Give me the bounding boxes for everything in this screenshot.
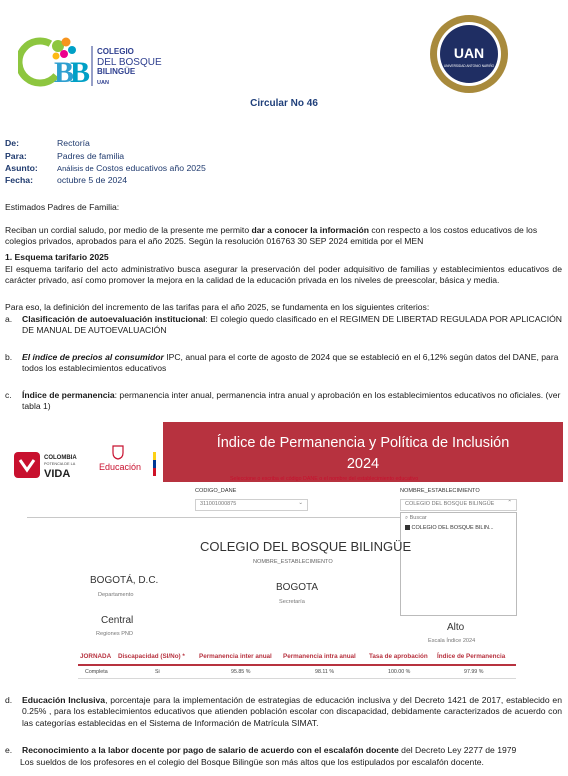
meta-date: Fecha: octubre 5 de 2024	[5, 175, 128, 185]
education-label: Educación	[99, 462, 142, 472]
dropdown-option[interactable]: COLEGIO DEL BOSQUE BILIN...	[405, 525, 512, 532]
nombre-select[interactable]: COLEGIO DEL BOSQUE BILINGÜE ⌃	[400, 499, 517, 511]
col-indice: Índice de Permanencia	[437, 653, 506, 660]
chevron-up-icon: ⌃	[507, 500, 512, 506]
school-caption: NOMBRE_ESTABLECIMIENTO	[253, 559, 333, 565]
item-e-line2: Los sueldos de los profesores en el colegio del Bosque Bilingüe son más altos que los estipulados por escalafón docente.	[20, 757, 484, 767]
svg-text:COLEGIO: COLEGIO	[97, 47, 134, 56]
instruction-text: Seleccione o escriba el código DANE o el nombre del establecimiento educativo	[230, 476, 419, 482]
nombre-label: NOMBRE_ESTABLECIMIENTO	[400, 488, 480, 494]
svg-text:COLOMBIA: COLOMBIA	[44, 455, 77, 461]
svg-text:DEL BOSQUE: DEL BOSQUE	[97, 57, 162, 68]
escala-value: Alto	[447, 622, 465, 633]
item-d-letter: d.	[5, 695, 13, 705]
intro-paragraph: Reciban un cordial saludo, por medio de la presente me permito dar a conocer la información con respecto a los costos educativos de los colegios privados, aprobados para el año 2025. Según la resolución 016763 30 SEP 2024 emitida por el MEN	[5, 225, 538, 247]
meta-to: Para: Padres de familia	[5, 151, 125, 161]
section1-text: El esquema tarifario del acto administrativo busca asegurar la preservación del poder adquisitivo de familias y establecimientos educativos de carácter privado, así como promover la mejora en la calidad de la educación privada en los niveles de preescolar, básica y media.	[5, 264, 562, 286]
table-row-rule	[78, 678, 516, 679]
svg-text:B: B	[70, 56, 91, 89]
item-a: Clasificación de autoevaluación institucional: El colegio quedo clasificado en el REGIMEN DE LIBERTAD REGULADA POR APLICACIÓN DE MANUAL DE AUTOEVALUACIÓN	[22, 314, 562, 336]
cell-discapacidad: Si	[155, 669, 160, 675]
item-b: El índice de precios al consumidor IPC, anual para el corte de agosto de 2024 que se estableció en el 6,12% según datos del DANE, para todos los establecimientos educativos	[22, 352, 559, 374]
cell-inter-anual: 95.85 %	[231, 669, 251, 675]
col-inter-anual: Permanencia inter anual	[199, 653, 272, 660]
dropdown-search[interactable]: ⌕ Buscar	[405, 515, 427, 521]
secretaria-value: BOGOTA	[276, 582, 319, 593]
section1-heading: 1. Esquema tarifario 2025	[5, 252, 109, 262]
flag-stripe	[153, 452, 156, 476]
col-aprobacion: Tasa de aprobación	[369, 653, 428, 660]
criteria-intro: Para eso, la definición del incremento de las tarifas para el año 2025, se fundamenta en los siguientes criterios:	[5, 302, 430, 312]
svg-text:UAN: UAN	[97, 80, 109, 86]
col-jornada: JORNADA	[80, 653, 112, 660]
codigo-dane-label: CODIGO_DANE	[195, 488, 237, 494]
greeting: Estimados Padres de Familia:	[5, 202, 120, 212]
item-d: Educación Inclusiva, porcentaje para la implementación de estrategias de educación inclusiva y del Decreto 1421 de 2017, establecido en 0.25% , para los establecimientos educativos que atienden población escolar con discapacidad, debidamente caracterizados de acuerdo con las categorías establecidas en el Sistema de Información de Matrícula SIMAT.	[22, 695, 562, 728]
depto-caption: Departamento	[98, 592, 134, 598]
svg-text:BILINGÜE: BILINGÜE	[97, 67, 136, 76]
cell-aprobacion: 100.00 %	[388, 669, 411, 675]
banner-title: Índice de Permanencia y Política de Inclusión	[216, 435, 510, 451]
svg-text:B: B	[54, 56, 75, 89]
region-caption: Regiones PND	[96, 631, 133, 637]
item-a-letter: a.	[5, 314, 13, 324]
checkbox-icon	[405, 525, 410, 530]
search-icon: ⌕	[405, 515, 409, 521]
chevron-down-icon: ⌄	[298, 500, 303, 506]
item-b-letter: b.	[5, 352, 13, 362]
col-intra-anual: Permanencia intra anual	[283, 653, 356, 660]
meta-subject: Asunto: Análisis de Costos educativos año 2025	[5, 163, 206, 173]
colombia-potencia-logo	[14, 450, 92, 480]
cell-jornada: Completa	[85, 669, 108, 675]
item-e-letter: e.	[5, 745, 13, 755]
colegio-del-bosque-logo	[18, 32, 178, 92]
permanencia-dashboard	[5, 418, 563, 685]
table-header-rule	[78, 664, 516, 666]
dashboard-banner	[163, 422, 563, 482]
svg-text:UNIVERSIDAD ANTONIO NARIÑO: UNIVERSIDAD ANTONIO NARIÑO	[443, 64, 495, 68]
svg-text:UAN: UAN	[453, 45, 485, 61]
item-c: Índice de permanencia: permanencia inter anual, permanencia intra anual y aprobación en los establecimientos educativos no oficiales. (ver tabla 1)	[22, 390, 561, 412]
school-name: COLEGIO DEL BOSQUE BILINGÜE	[200, 539, 412, 554]
svg-text:VIDA: VIDA	[44, 468, 71, 480]
item-e: Reconocimiento a la labor docente por pago de salario de acuerdo con el escalafón docente del Decreto Ley 2277 de 1979	[22, 745, 517, 755]
depto-value: BOGOTÁ, D.C.	[90, 575, 159, 586]
codigo-dane-select[interactable]: 311001000875 ⌄	[195, 499, 308, 511]
region-value: Central	[101, 615, 134, 626]
banner-year: 2024	[346, 456, 380, 472]
item-c-letter: c.	[5, 390, 12, 400]
escala-caption: Escala Índice 2024	[428, 638, 476, 644]
cell-intra-anual: 98.11 %	[315, 669, 335, 675]
meta-from: De: Rectoría	[5, 138, 90, 148]
svg-text:POTENCIA DE LA: POTENCIA DE LA	[44, 462, 76, 466]
col-discapacidad: Discapacidad (SI/No) *	[118, 653, 185, 660]
nombre-dropdown-panel	[400, 512, 517, 616]
cell-indice: 97.99 %	[464, 669, 484, 675]
secretaria-caption: Secretaría	[279, 599, 305, 605]
education-crest-icon	[112, 444, 124, 460]
uan-seal-logo	[428, 13, 510, 95]
circular-title: Circular No 46	[250, 98, 318, 109]
